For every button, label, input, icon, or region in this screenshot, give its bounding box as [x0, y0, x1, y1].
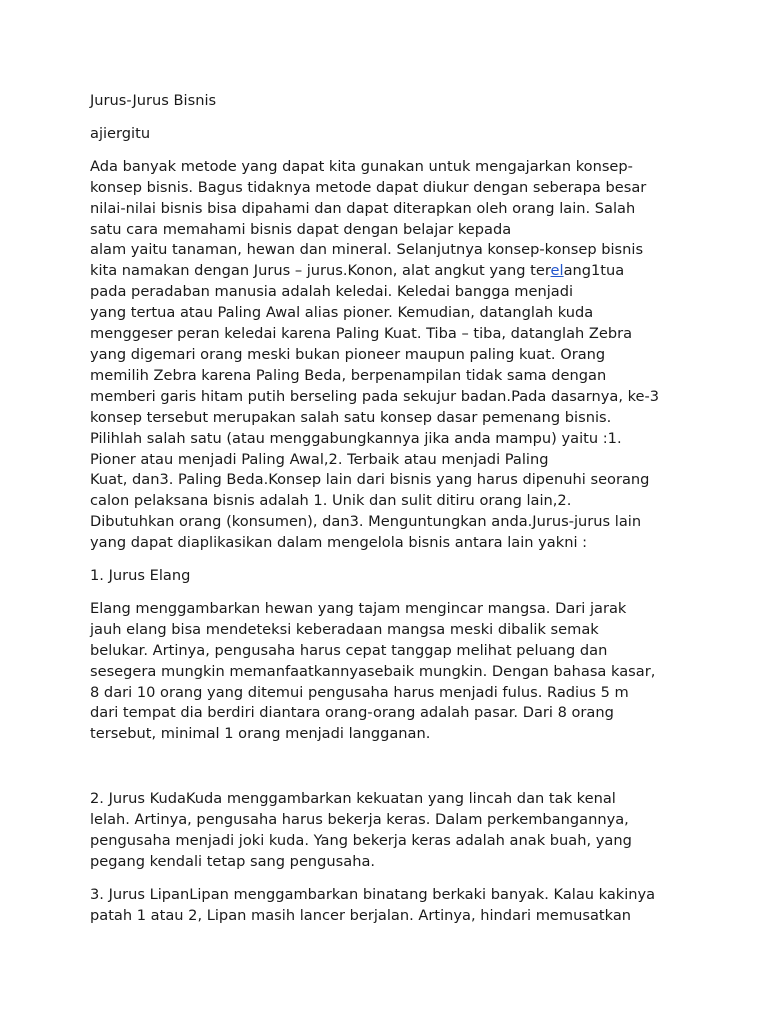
- text-line: 8 dari 10 orang yang ditemui pengusaha harus menjadi fulus. Radius 5 m: [90, 683, 629, 701]
- text-line: pegang kendali tetap sang pengusaha.: [90, 853, 376, 870]
- text-line: sesegera mungkin memanfaatkannyasebaik mungkin. Dengan bahasa kasar,: [90, 662, 656, 680]
- section-paragraph: [90, 789, 760, 873]
- text-line: menggeser peran keledai karena Paling Kuat. Tiba – tiba, datanglah Zebra: [90, 325, 633, 343]
- text-line: konsep tersebut merupakan salah satu konsep dasar pemenang bisnis.: [90, 408, 612, 426]
- text-line: pada peradaban manusia adalah keledai. Keledai bangga menjadi: [90, 283, 574, 301]
- text-line: yang digemari orang meski bukan pioneer maupun paling kuat. Orang: [90, 345, 606, 363]
- text-line: dari tempat dia berdiri diantara orang-orang adalah pasar. Dari 8 orang: [90, 704, 614, 722]
- document-title: Jurus-Jurus Bisnis: [90, 92, 217, 109]
- section-heading: 1. Jurus Elang: [90, 567, 191, 585]
- text-line: yang dapat diaplikasikan dalam mengelola bisnis antara lain yakni :: [90, 534, 588, 552]
- text-line: memberi garis hitam putih berseling pada sekujur badan.Pada dasarnya, ke-3: [90, 387, 660, 405]
- text-line: Ada banyak metode yang dapat kita gunakan untuk mengajarkan konsep-: [90, 157, 633, 175]
- text-line: tersebut, minimal 1 orang menjadi langganan.: [90, 725, 431, 743]
- text-line: lelah. Artinya, pengusaha harus bekerja keras. Dalam perkembangannya,: [90, 811, 629, 829]
- text-line: konsep bisnis. Bagus tidaknya metode dapat diukur dengan seberapa besar: [90, 178, 647, 196]
- text-line: satu cara memahami bisnis dapat dengan belajar kepada: [90, 220, 512, 238]
- blank-space: [90, 757, 760, 789]
- document-page: [90, 91, 760, 939]
- text-line: Pioner atau menjadi Paling Awal,2. Terbaik atau menjadi Paling: [90, 450, 549, 468]
- text-line: 3. Jurus LipanLipan menggambarkan binatang berkaki banyak. Kalau kakinya: [90, 885, 656, 903]
- text-line: calon pelaksana bisnis adalah 1. Unik dan sulit ditiru orang lain,2.: [90, 492, 572, 510]
- text-line-with-link: kita namakan dengan Jurus – jurus.Konon, alat angkut yang terelang1tua: [90, 262, 625, 280]
- intro-paragraph: [90, 157, 760, 554]
- text-line: yang tertua atau Paling Awal alias pioner. Kemudian, datanglah kuda: [90, 304, 594, 322]
- text-line: belukar. Artinya, pengusaha harus cepat tanggap melihat peluang dan: [90, 641, 608, 659]
- section-paragraph: [90, 599, 760, 745]
- text-line: pengusaha menjadi joki kuda. Yang bekerja keras adalah anak buah, yang: [90, 832, 632, 850]
- text-line: nilai-nilai bisnis bisa dipahami dan dapat diterapkan oleh orang lain. Salah: [90, 199, 636, 217]
- text-line: Elang menggambarkan hewan yang tajam mengincar mangsa. Dari jarak: [90, 599, 627, 617]
- text-line: Pilihlah salah satu (atau menggabungkannya jika anda mampu) yaitu :1.: [90, 429, 622, 447]
- text-line: jauh elang bisa mendeteksi keberadaan mangsa meski dibalik semak: [90, 620, 599, 638]
- document-author: ajiergitu: [90, 124, 151, 142]
- section-paragraph: [90, 885, 760, 927]
- text-line: alam yaitu tanaman, hewan dan mineral. Selanjutnya konsep-konsep bisnis: [90, 241, 644, 259]
- text-line: patah 1 atau 2, Lipan masih lancer berjalan. Artinya, hindari memusatkan: [90, 906, 632, 924]
- text-line: Kuat, dan3. Paling Beda.Konsep lain dari bisnis yang harus dipenuhi seorang: [90, 471, 650, 489]
- inline-link[interactable]: el: [550, 262, 564, 280]
- text-line: memilih Zebra karena Paling Beda, berpenampilan tidak sama dengan: [90, 366, 607, 384]
- text-line: Dibutuhkan orang (konsumen), dan3. Menguntungkan anda.Jurus-jurus lain: [90, 513, 642, 531]
- text-line: 2. Jurus KudaKuda menggambarkan kekuatan yang lincah dan tak kenal: [90, 790, 616, 808]
